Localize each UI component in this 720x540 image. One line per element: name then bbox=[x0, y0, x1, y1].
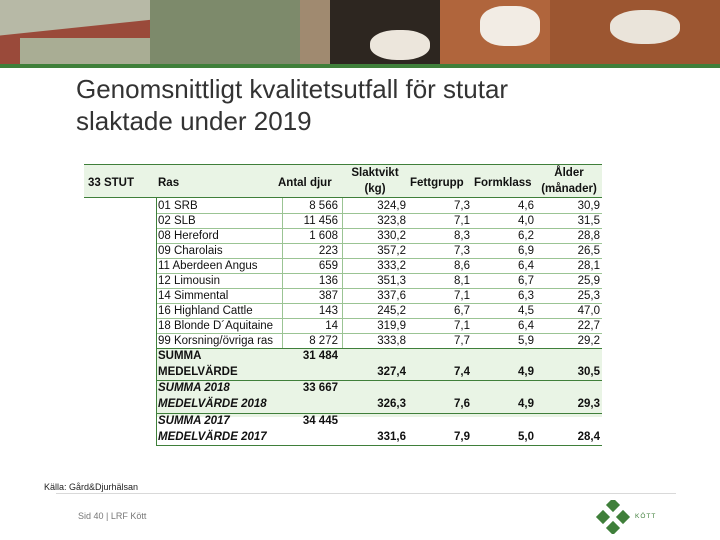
logo-text: KÖTT bbox=[635, 513, 657, 520]
summa-2018-label: SUMMA 2018 bbox=[158, 382, 230, 394]
cell-form: 6,9 bbox=[518, 245, 534, 257]
lrf-kott-logo-icon bbox=[595, 500, 631, 534]
title-line-1: Genomsnittligt kvalitetsutfall för stutar bbox=[76, 74, 509, 104]
cell-vikt: 330,2 bbox=[377, 230, 406, 242]
cell-vikt: 333,8 bbox=[377, 335, 406, 347]
cell-fett: 7,7 bbox=[454, 335, 470, 347]
summa-label: SUMMA bbox=[158, 350, 202, 362]
cell-antal: 143 bbox=[318, 305, 338, 317]
header-alder-2: (månader) bbox=[541, 183, 597, 195]
cell-alder: 30,9 bbox=[577, 200, 600, 212]
cell-antal: 1 608 bbox=[309, 230, 338, 242]
cell-vikt: 351,3 bbox=[377, 275, 406, 287]
summa-2017-value: 34 445 bbox=[302, 415, 338, 427]
cell-vikt: 333,2 bbox=[377, 260, 406, 272]
header-formklass: Formklass bbox=[474, 177, 532, 189]
quality-table bbox=[84, 164, 602, 445]
cell-vikt: 337,6 bbox=[377, 290, 406, 302]
cell-vikt: 245,2 bbox=[377, 305, 406, 317]
cell-ras: 11 Aberdeen Angus bbox=[158, 260, 258, 272]
summa-2018-value: 33 667 bbox=[302, 382, 338, 394]
cell-ras: 09 Charolais bbox=[158, 245, 223, 257]
page-footer: Sid 40 | LRF Kött bbox=[78, 511, 147, 521]
cell-form: 6,2 bbox=[518, 230, 534, 242]
header-green-band bbox=[0, 64, 720, 68]
cell-alder: 22,7 bbox=[577, 320, 600, 332]
cell-form: 6,3 bbox=[518, 290, 534, 302]
row-divider bbox=[156, 445, 602, 446]
header-antal: Antal djur bbox=[278, 177, 332, 189]
cell-antal: 11 456 bbox=[303, 215, 338, 227]
cell-alder: 31,5 bbox=[577, 215, 600, 227]
cell-ras: 14 Simmental bbox=[158, 290, 229, 302]
medel-alder: 30,5 bbox=[577, 366, 600, 378]
cell-ras: 08 Hereford bbox=[158, 230, 219, 242]
header-alder-1: Ålder bbox=[554, 167, 584, 179]
cell-form: 4,5 bbox=[518, 305, 534, 317]
summa-value: 31 484 bbox=[302, 350, 338, 362]
header-photo-banner bbox=[0, 0, 720, 64]
title-line-2: slaktade under 2019 bbox=[76, 106, 312, 136]
cell-alder: 28,1 bbox=[577, 260, 600, 272]
cell-antal: 387 bbox=[318, 290, 338, 302]
cell-fett: 7,1 bbox=[454, 320, 470, 332]
medel-2017-label: MEDELVÄRDE 2017 bbox=[158, 431, 267, 443]
medel-2018-fett: 7,6 bbox=[454, 398, 470, 410]
medel-fett: 7,4 bbox=[454, 366, 470, 378]
cell-form: 4,0 bbox=[518, 215, 534, 227]
cell-vikt: 324,9 bbox=[377, 200, 406, 212]
cell-form: 6,4 bbox=[518, 320, 534, 332]
cell-antal: 8 272 bbox=[309, 335, 338, 347]
column-divider bbox=[282, 198, 283, 348]
cell-ras: 16 Highland Cattle bbox=[158, 305, 253, 317]
header-section: 33 STUT bbox=[88, 177, 135, 189]
header-fettgrupp: Fettgrupp bbox=[410, 177, 464, 189]
cell-fett: 7,1 bbox=[454, 290, 470, 302]
cell-antal: 659 bbox=[318, 260, 338, 272]
cell-ras: 99 Korsning/övriga ras bbox=[158, 335, 274, 347]
header-slaktvikt-2: (kg) bbox=[364, 183, 386, 195]
cell-fett: 8,1 bbox=[454, 275, 470, 287]
cell-alder: 25,3 bbox=[577, 290, 600, 302]
cell-antal: 8 566 bbox=[309, 200, 338, 212]
cell-fett: 8,3 bbox=[454, 230, 470, 242]
column-divider bbox=[156, 198, 157, 445]
medel-label: MEDELVÄRDE bbox=[158, 366, 238, 378]
medel-2017-alder: 28,4 bbox=[577, 431, 600, 443]
cell-fett: 8,6 bbox=[454, 260, 470, 272]
cell-form: 4,6 bbox=[518, 200, 534, 212]
cell-alder: 25,9 bbox=[577, 275, 600, 287]
header-slaktvikt-1: Slaktvikt bbox=[351, 167, 399, 179]
cell-ras: 12 Limousin bbox=[158, 275, 221, 287]
cell-fett: 7,3 bbox=[454, 245, 470, 257]
cell-vikt: 323,8 bbox=[377, 215, 406, 227]
cell-vikt: 319,9 bbox=[377, 320, 406, 332]
cell-form: 6,4 bbox=[518, 260, 534, 272]
source-note: Källa: Gård&Djurhälsan bbox=[44, 482, 139, 492]
medel-2017-vikt: 331,6 bbox=[377, 431, 406, 443]
cell-alder: 29,2 bbox=[577, 335, 600, 347]
cell-antal: 136 bbox=[318, 275, 338, 287]
medel-vikt: 327,4 bbox=[377, 366, 406, 378]
cell-ras: 18 Blonde D´Aquitaine bbox=[158, 320, 274, 332]
row-divider bbox=[156, 380, 602, 381]
cell-alder: 28,8 bbox=[577, 230, 600, 242]
cell-antal: 223 bbox=[318, 245, 338, 257]
cell-alder: 47,0 bbox=[577, 305, 600, 317]
summa-2017-label: SUMMA 2017 bbox=[158, 415, 230, 427]
medel-2018-vikt: 326,3 bbox=[377, 398, 406, 410]
cell-ras: 01 SRB bbox=[158, 200, 198, 212]
cell-fett: 7,1 bbox=[454, 215, 470, 227]
medel-2018-alder: 29,3 bbox=[577, 398, 600, 410]
cell-form: 5,9 bbox=[518, 335, 534, 347]
cell-vikt: 357,2 bbox=[377, 245, 406, 257]
medel-2018-form: 4,9 bbox=[518, 398, 534, 410]
medel-form: 4,9 bbox=[518, 366, 534, 378]
slide-title bbox=[76, 73, 636, 137]
cell-fett: 6,7 bbox=[454, 305, 470, 317]
footer-divider bbox=[56, 493, 676, 494]
medel-2017-form: 5,0 bbox=[518, 431, 534, 443]
cell-ras: 02 SLB bbox=[158, 215, 196, 227]
cell-antal: 14 bbox=[325, 320, 338, 332]
row-divider bbox=[156, 348, 602, 349]
row-divider bbox=[156, 413, 602, 414]
medel-2017-fett: 7,9 bbox=[454, 431, 470, 443]
medel-2018-label: MEDELVÄRDE 2018 bbox=[158, 398, 267, 410]
column-divider bbox=[342, 198, 343, 348]
cell-form: 6,7 bbox=[518, 275, 534, 287]
cell-fett: 7,3 bbox=[454, 200, 470, 212]
cell-alder: 26,5 bbox=[577, 245, 600, 257]
header-ras: Ras bbox=[158, 177, 180, 189]
